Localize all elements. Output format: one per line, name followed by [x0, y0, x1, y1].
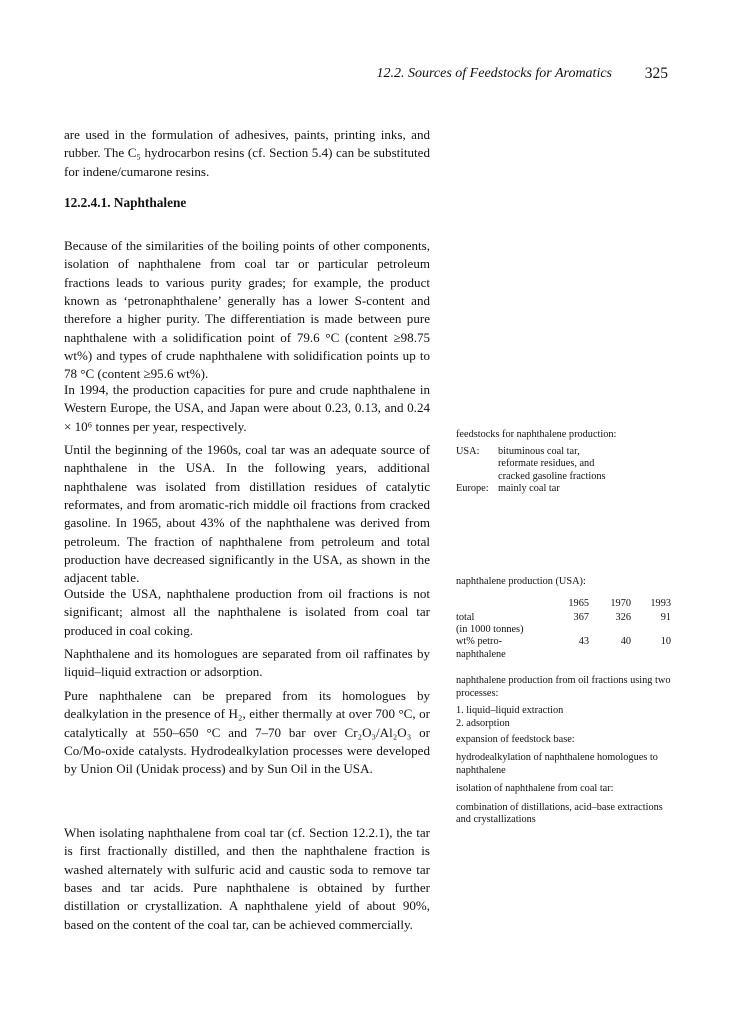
page-number: 325 — [644, 65, 668, 82]
year-1993: 1993 — [650, 597, 671, 609]
europe-feedstock: mainly coal tar — [498, 483, 560, 495]
paragraph-separation: Naphthalene and its homologues are separated from oil raffinates by liquid–liquid extraction or adsorption. — [64, 646, 430, 680]
sidenote-oil-fractions: naphthalene production from oil fractions using two processes: — [456, 675, 671, 699]
cell-total-1970: 326 — [615, 611, 631, 623]
row-label-total: total — [456, 611, 475, 623]
year-1970: 1970 — [610, 597, 631, 609]
section-title: 12.2. Sources of Feedstocks for Aromatics — [376, 66, 612, 81]
paragraph-outside-usa: Outside the USA, naphthalene production from oil fractions is not significant; almost all the naphthalene is isolated from coal tar produced in coal coking. — [64, 586, 430, 638]
sidenote-coal-tar: isolation of naphthalene from coal tar: — [456, 783, 614, 795]
row-label-petro-2: naphthalene — [456, 648, 506, 660]
section-heading: 12.2.4.1. Naphthalene — [64, 195, 187, 210]
europe-label: Europe: — [456, 483, 489, 495]
usa-feedstock-1: bituminous coal tar, — [498, 445, 580, 457]
paragraph-resins: are used in the formulation of adhesives, paints, printing inks, and rubber. The C₅ hydrocarbon resins (cf. Section 5.4) can be substituted for indene/cumarone resins. — [64, 127, 430, 179]
sidenote-combination: combination of distillations, acid–base extractions and crystallizations — [456, 801, 663, 826]
sidenote-processes — [456, 675, 671, 827]
sidenote-feedstocks — [456, 429, 671, 496]
year-1965: 1965 — [568, 597, 589, 609]
process-adsorption: 2. adsorption — [456, 717, 510, 729]
usa-feedstock-3: cracked gasoline fractions — [498, 470, 606, 482]
feedstocks-title: feedstocks for naphthalene production: — [456, 429, 617, 440]
sidenote-production-table — [456, 576, 671, 661]
table-header-row — [456, 598, 671, 610]
row-label-petro: wt% petro- — [456, 636, 503, 648]
paragraph-capacities: In 1994, the production capacities for pure and crude naphthalene in Western Europe, the USA, and Japan were about 0.23, 0.13, and 0.24 × 10⁶ tonnes per year, respectively. — [64, 382, 430, 434]
paragraph-usa-history: Until the beginning of the 1960s, coal tar was an adequate source of naphthalene in the USA. In the following years, additional naphthalene was isolated from distillation residues of catalytic reformates, and from aromatic-rich middle oil fractions from cracked gasoline. In 1965, about 43% of the naphthalene was derived from petroleum. The fraction of naphthalene from petroleum and total production have decreased significantly in the USA, as shown in the adjacent table. — [64, 442, 430, 586]
sidenote-hydrodealkylation: hydrodealkylation of naphthalene homologues to naphthalene — [456, 751, 658, 776]
paragraph-coal-tar-isolation: When isolating naphthalene from coal tar (cf. Section 12.2.1), the tar is first fractionally distilled, and then the naphthalene fraction is washed alternately with sulfuric acid and caustic soda to remove tar bases and tar acids. Pure naphthalene is obtained by further distillation or crystallization. A naphthalene yield of about 90%, based on the content of the coal tar, can be achieved commercially. — [64, 825, 430, 932]
row-label-unit: (in 1000 tonnes) — [456, 624, 524, 636]
cell-total-1965: 367 — [573, 611, 589, 623]
running-header — [64, 66, 670, 86]
cell-petro-1970: 40 — [620, 636, 631, 648]
production-table — [456, 598, 671, 661]
cell-petro-1993: 10 — [660, 636, 671, 648]
usa-label: USA: — [456, 445, 480, 457]
paragraph-purity-grades: Because of the similarities of the boiling points of other components, isolation of naphthalene from coal tar or particular petroleum fractions leads to various purity grades; for example, the product known as ‘petronaphthalene’ generally has a lower S-content and therefore a higher purity. The differentiation is made between pure naphthalene with a solidification point of 79.6 °C (content ≥98.75 wt%) and types of crude naphthalene with solidification points up to 78 °C (content ≥95.6 wt%). — [64, 238, 430, 382]
table-row — [456, 636, 671, 661]
cell-petro-1965: 43 — [578, 636, 589, 648]
usa-feedstock-2: reformate residues, and — [498, 458, 595, 470]
sidenote-feedstock-base: expansion of feedstock base: — [456, 734, 575, 746]
feedstocks-list — [456, 446, 671, 496]
cell-total-1993: 91 — [660, 611, 671, 623]
paragraph-dealkylation: Pure naphthalene can be prepared from its homologues by dealkylation in the presence of H₂, either thermally at over 700 °C, or catalytically at 550–650 °C and 7–70 bar over Cr₂O₃/Al₂O₃ or Co/Mo-oxide catalysts. Hydrodealkylation processes were developed by Union Oil (Unidak process) and by Sun Oil in the USA. — [64, 688, 430, 777]
table-row — [456, 610, 671, 637]
production-table-title: naphthalene production (USA): — [456, 576, 586, 587]
process-extraction: 1. liquid–liquid extraction — [456, 705, 564, 717]
